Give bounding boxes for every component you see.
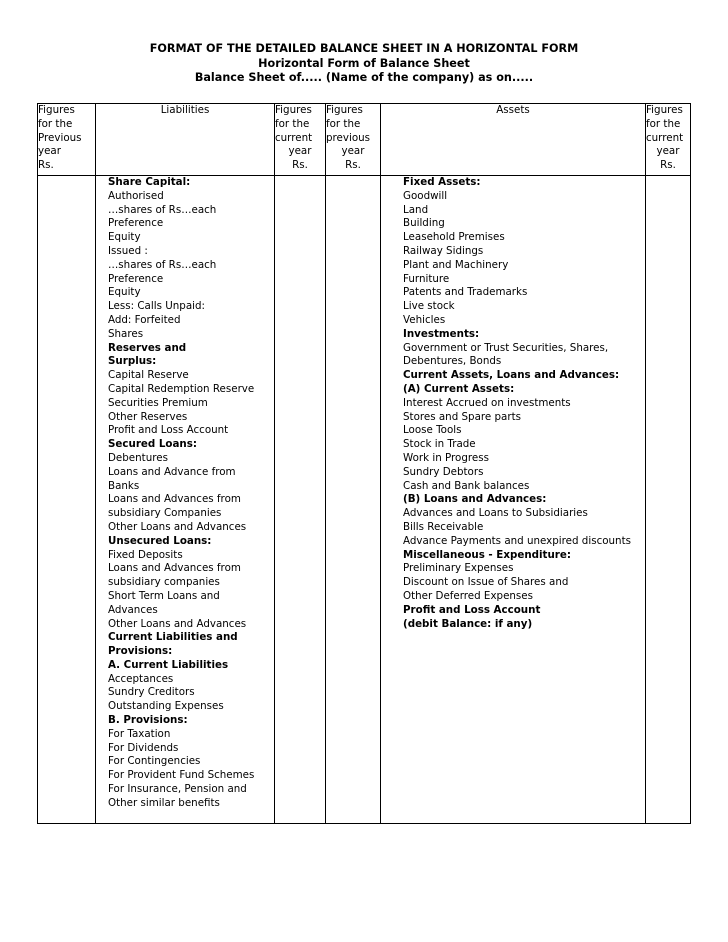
header-text: Assets: [496, 104, 530, 116]
asset-line-item: Interest Accrued on investments: [403, 396, 571, 409]
liability-line-item: Short Term Loans and: [108, 589, 220, 602]
liability-line-item: Capital Reserve: [108, 369, 189, 382]
header-text: Rs.: [292, 159, 308, 172]
header-text: current: [275, 131, 313, 144]
asset-line-item: Patents and Trademarks: [403, 286, 528, 299]
body-row: [38, 176, 691, 824]
asset-line-item: Fixed Assets:: [403, 176, 481, 188]
main-title: FORMAT OF THE DETAILED BALANCE SHEET IN A HORIZONTAL FORM: [149, 42, 579, 55]
liability-line-item: Other similar benefits: [108, 796, 220, 809]
header-text: Liabilities: [160, 104, 210, 116]
assets-column: [381, 176, 646, 824]
asset-line-item: Miscellaneous - Expenditure:: [403, 548, 571, 561]
liability-line-item: Surplus:: [108, 355, 157, 368]
header-prev-year-left: [38, 104, 96, 176]
asset-line-item: Stock in Trade: [403, 438, 476, 451]
liability-line-item: Loans and Advances from: [108, 493, 241, 506]
header-curr-year-right: [646, 104, 691, 176]
liability-line-item: Other Loans and Advances: [108, 617, 247, 630]
prev-year-amounts-right: [326, 176, 381, 824]
header-text: for the: [38, 117, 73, 130]
asset-line-item: Land: [403, 203, 429, 216]
asset-line-item: Plant and Machinery: [403, 258, 509, 271]
asset-line-item: Profit and Loss Account: [403, 603, 541, 616]
liability-line-item: subsidiary companies: [108, 576, 220, 589]
asset-line-item: Live stock: [403, 300, 455, 313]
asset-line-item: Preliminary Expenses: [403, 562, 514, 575]
liability-line-item: Unsecured Loans:: [108, 534, 212, 547]
liability-line-item: Issued :: [108, 244, 148, 257]
liability-line-item: Preference: [108, 217, 164, 230]
header-text: year: [341, 145, 365, 158]
liability-line-item: Secured Loans:: [108, 438, 198, 451]
header-text: year: [288, 145, 312, 158]
asset-line-item: Sundry Debtors: [403, 465, 484, 478]
prev-year-amounts-left: [38, 176, 96, 824]
asset-line-item: Bills Receivable: [403, 520, 484, 533]
asset-line-item: Building: [403, 217, 445, 230]
liability-line-item: B. Provisions:: [108, 714, 188, 727]
balance-sheet-table: [37, 103, 691, 824]
liability-line-item: Current Liabilities and: [108, 631, 238, 644]
liability-line-item: For Provident Fund Schemes: [108, 769, 255, 782]
asset-line-item: Furniture: [403, 272, 450, 285]
liability-line-item: Equity: [108, 286, 141, 299]
liability-line-item: Reserves and: [108, 341, 187, 354]
liability-line-item: Authorised: [108, 189, 164, 202]
header-assets: [381, 104, 646, 176]
header-text: Figures: [275, 104, 312, 116]
liability-line-item: For Dividends: [108, 741, 179, 754]
liability-line-item: Equity: [108, 231, 141, 244]
asset-line-item: Current Assets, Loans and Advances:: [403, 369, 620, 382]
asset-line-item: (B) Loans and Advances:: [403, 493, 547, 506]
asset-line-item: Loose Tools: [403, 424, 462, 437]
header-text: year: [38, 145, 61, 158]
header-text: Figures: [326, 104, 363, 116]
asset-line-item: Debentures, Bonds: [403, 355, 502, 368]
asset-line-item: Discount on Issue of Shares and: [403, 576, 569, 589]
header-text: Figures: [646, 104, 683, 116]
liabilities-column: [96, 176, 275, 824]
liability-line-item: Shares: [108, 327, 144, 340]
liability-line-item: A. Current Liabilities: [108, 658, 229, 671]
header-text: for the: [326, 117, 361, 130]
asset-line-item: Stores and Spare parts: [403, 410, 521, 423]
asset-line-item: Government or Trust Securities, Shares,: [403, 341, 609, 354]
liability-line-item: …shares of Rs…each: [108, 203, 217, 216]
header-text: Figures: [38, 104, 75, 116]
liability-line-item: Outstanding Expenses: [108, 700, 224, 713]
liability-line-item: Profit and Loss Account: [108, 424, 229, 437]
asset-line-item: Other Deferred Expenses: [403, 589, 533, 602]
header-text: Rs.: [38, 159, 54, 172]
asset-line-item: (debit Balance: if any): [403, 617, 533, 630]
liability-line-item: Other Reserves: [108, 410, 188, 423]
liability-line-item: Capital Redemption Reserve: [108, 382, 255, 395]
header-text: Rs.: [345, 159, 361, 172]
header-row: [38, 104, 691, 176]
liability-line-item: Banks: [108, 479, 140, 492]
header-text: year: [656, 145, 680, 158]
assets-list: [381, 176, 645, 631]
liability-line-item: Share Capital:: [108, 176, 191, 188]
liability-line-item: Securities Premium: [108, 396, 208, 409]
asset-line-item: Vehicles: [403, 313, 446, 326]
liability-line-item: Debentures: [108, 451, 168, 464]
liability-line-item: For Taxation: [108, 727, 171, 740]
liability-line-item: Acceptances: [108, 672, 174, 685]
liability-line-item: Add: Forfeited: [108, 313, 181, 326]
liability-line-item: For Contingencies: [108, 755, 201, 768]
curr-year-amounts-right: [646, 176, 691, 824]
asset-line-item: (A) Current Assets:: [403, 382, 515, 395]
asset-line-item: Work in Progress: [403, 451, 489, 464]
balance-sheet-heading: Balance Sheet of..... (Name of the company) as on.....: [194, 71, 534, 84]
asset-line-item: Investments:: [403, 327, 480, 340]
header-liabilities: [96, 104, 275, 176]
curr-year-amounts-left: [275, 176, 326, 824]
header-text: current: [646, 131, 684, 144]
document-title-block: [0, 42, 728, 86]
asset-line-item: Railway Sidings: [403, 244, 484, 257]
liability-line-item: Loans and Advances from: [108, 562, 241, 575]
liability-line-item: Other Loans and Advances: [108, 520, 247, 533]
asset-line-item: Cash and Bank balances: [403, 479, 530, 492]
liabilities-list: [96, 176, 274, 811]
header-curr-year-left: [275, 104, 326, 176]
asset-line-item: Advances and Loans to Subsidiaries: [403, 507, 588, 520]
liability-line-item: Sundry Creditors: [108, 686, 195, 699]
header-prev-year-right: [326, 104, 381, 176]
liability-line-item: Provisions:: [108, 645, 173, 658]
header-text: previous: [326, 131, 371, 144]
liability-line-item: subsidiary Companies: [108, 507, 222, 520]
sub-title: Horizontal Form of Balance Sheet: [258, 56, 470, 70]
liability-line-item: For Insurance, Pension and: [108, 783, 247, 796]
liability-line-item: …shares of Rs…each: [108, 258, 217, 271]
asset-line-item: Goodwill: [403, 189, 448, 202]
header-text: for the: [275, 117, 310, 130]
liability-line-item: Loans and Advance from: [108, 465, 236, 478]
liability-line-item: Preference: [108, 272, 164, 285]
asset-line-item: Leasehold Premises: [403, 231, 505, 244]
header-text: Previous: [38, 131, 82, 144]
asset-line-item: Advance Payments and unexpired discounts: [403, 534, 631, 547]
header-text: for the: [646, 117, 681, 130]
liability-line-item: Fixed Deposits: [108, 548, 183, 561]
liability-line-item: Advances: [108, 603, 158, 616]
liability-line-item: Less: Calls Unpaid:: [108, 300, 205, 313]
header-text: Rs.: [660, 159, 676, 172]
